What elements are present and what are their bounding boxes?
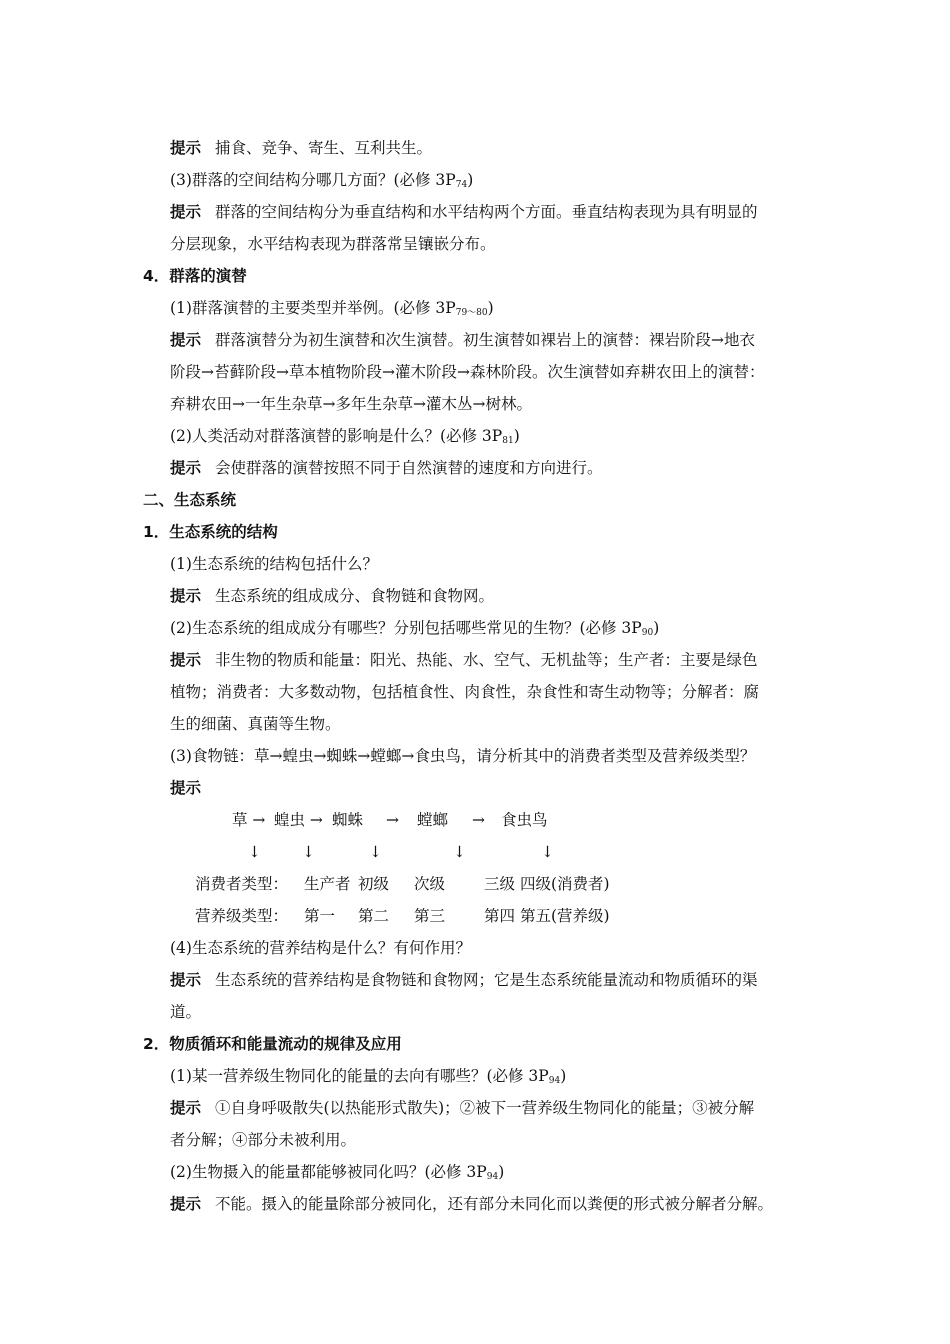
- answer-line: [170, 138, 432, 158]
- question-line: (4)生态系统的营养结构是什么？有何作用？: [170, 939, 471, 957]
- question-text: (2)生态系统的组成成分有哪些？分别包括哪些常见的生物？(必修 3P: [170, 619, 642, 637]
- tip-label: 提示: [170, 971, 202, 989]
- page-subscript: 74: [455, 180, 468, 190]
- question-text: (3)群落的空间结构分哪几方面？(必修 3P: [170, 171, 456, 189]
- row-label: 营养级类型：: [195, 907, 289, 925]
- question-text: (1)群落演替的主要类型并举例。(必修 3P: [170, 299, 456, 317]
- question-line: (3)群落的空间结构分哪几方面？(必修 $3P_{74}$): [170, 171, 474, 190]
- level-value: 第三: [414, 907, 446, 925]
- question-line: (1)某一营养级生物同化的能量的去向有哪些？(必修 $3P_{94}$): [170, 1067, 567, 1086]
- page-subscript: 79～80: [455, 308, 488, 318]
- answer-continuation: 分层现象，水平结构表现为群落常呈镶嵌分布。: [170, 235, 496, 253]
- question-line: (2)人类活动对群落演替的影响是什么？(必修 $3P_{81}$): [170, 427, 520, 446]
- tip-label: 提示: [170, 779, 202, 797]
- question-line: (2)生物摄入的能量都能够被同化吗？(必修 $3P_{94}$): [170, 1163, 505, 1182]
- answer-line: [170, 970, 758, 990]
- answer-continuation: 阶段→苔藓阶段→草本植物阶段→灌木阶段→森林阶段。次生演替如弃耕农田上的演替：: [170, 363, 765, 381]
- tip-label: 提示: [170, 1195, 202, 1213]
- answer-line: [170, 458, 603, 478]
- question-line: (2)生态系统的组成成分有哪些？分别包括哪些常见的生物？(必修 $3P_{90}$): [170, 619, 660, 638]
- answer-text: 生态系统的组成成分、食物链和食物网。: [215, 587, 495, 605]
- answer-continuation: 植物；消费者：大多数动物，包括植食性、肉食性，杂食性和寄生动物等；分解者：腐: [170, 683, 760, 701]
- chain-bird: 食虫鸟: [501, 811, 548, 829]
- question-line: (3)食物链：草→蝗虫→蜘蛛→螳螂→食虫鸟，请分析其中的消费者类型及营养级类型？: [170, 747, 756, 765]
- level-value: 第四: [484, 907, 516, 925]
- answer-line: [170, 202, 758, 222]
- type-value: 次级: [414, 875, 446, 893]
- tip-label: 提示: [170, 459, 202, 477]
- answer-line: [170, 1194, 773, 1214]
- tip-label: 提示: [170, 1099, 202, 1117]
- chain-grass: 草 →: [232, 811, 266, 829]
- down-arrow: ↓: [248, 843, 261, 861]
- section-heading: 1．生态系统的结构: [143, 523, 278, 541]
- question-text: (2)人类活动对群落演替的影响是什么？(必修 3P: [170, 427, 503, 445]
- tip-label: 提示: [170, 203, 202, 221]
- page-subscript: 81: [502, 436, 514, 446]
- chain-spider: 蜘蛛: [332, 811, 364, 829]
- answer-text: 非生物的物质和能量：阳光、热能、水、空气、无机盐等；生产者：主要是绿色: [215, 651, 758, 669]
- chain-locust: 蝗虫 →: [274, 811, 323, 829]
- page-subscript: 94: [486, 1172, 499, 1182]
- answer-line: [170, 650, 758, 670]
- answer-text: 不能。摄入的能量除部分被同化，还有部分未同化而以粪便的形式被分解者分解。: [215, 1195, 774, 1213]
- answer-line: [170, 586, 494, 606]
- section-heading: 2．物质循环和能量流动的规律及应用: [143, 1035, 402, 1053]
- answer-line: [170, 778, 215, 798]
- type-value: 初级: [358, 875, 390, 893]
- type-value: 四级(消费者): [520, 875, 610, 893]
- level-value: 第五(营养级): [520, 907, 610, 925]
- question-text: (2)生物摄入的能量都能够被同化吗？(必修 3P: [170, 1163, 487, 1181]
- answer-text: 群落的空间结构分为垂直结构和水平结构两个方面。垂直结构表现为具有明显的: [215, 203, 758, 221]
- down-arrow: ↓: [302, 843, 315, 861]
- question-line: (1)生态系统的结构包括什么？: [170, 555, 378, 573]
- tip-label: 提示: [170, 331, 202, 349]
- answer-text: ①自身呼吸散失(以热能形式散失)；②被下一营养级生物同化的能量；③被分解: [215, 1099, 755, 1117]
- answer-text: 生态系统的营养结构是食物链和食物网；它是生态系统能量流动和物质循环的渠: [215, 971, 758, 989]
- row-label: 消费者类型：: [195, 875, 289, 893]
- tip-label: 提示: [170, 139, 202, 157]
- answer-text: 群落演替分为初生演替和次生演替。初生演替如裸岩上的演替：裸岩阶段→地衣: [215, 331, 756, 349]
- tip-label: 提示: [170, 587, 202, 605]
- answer-continuation: 者分解；④部分未被利用。: [170, 1131, 357, 1149]
- answer-continuation: 道。: [170, 1003, 202, 1021]
- down-arrow: ↓: [369, 843, 382, 861]
- answer-continuation: 生的细菌、真菌等生物。: [170, 715, 341, 733]
- part-heading: 二、生态系统: [143, 491, 237, 509]
- tip-label: 提示: [170, 651, 202, 669]
- page-subscript: 94: [548, 1076, 561, 1086]
- level-value: 第一: [304, 907, 336, 925]
- chain-arrow: →: [386, 811, 399, 829]
- chain-arrow: →: [472, 811, 485, 829]
- answer-continuation: 弃耕农田→一年生杂草→多年生杂草→灌木丛→树林。: [170, 395, 532, 413]
- section-heading: 4．群落的演替: [143, 267, 247, 285]
- chain-mantis: 螳螂: [417, 811, 449, 829]
- question-text: (1)某一营养级生物同化的能量的去向有哪些？(必修 3P: [170, 1067, 549, 1085]
- answer-line: [170, 330, 755, 350]
- answer-line: [170, 1098, 754, 1118]
- down-arrow: ↓: [541, 843, 554, 861]
- answer-text: 会使群落的演替按照不同于自然演替的速度和方向进行。: [215, 459, 603, 477]
- type-value: 生产者: [304, 875, 351, 893]
- question-line: (1)群落演替的主要类型并举例。(必修 $3P_{79\sim 80}$): [170, 299, 494, 318]
- page-subscript: 90: [641, 628, 654, 638]
- answer-text: 捕食、竞争、寄生、互利共生。: [215, 139, 433, 157]
- type-value: 三级: [484, 875, 516, 893]
- level-value: 第二: [358, 907, 390, 925]
- down-arrow: ↓: [453, 843, 466, 861]
